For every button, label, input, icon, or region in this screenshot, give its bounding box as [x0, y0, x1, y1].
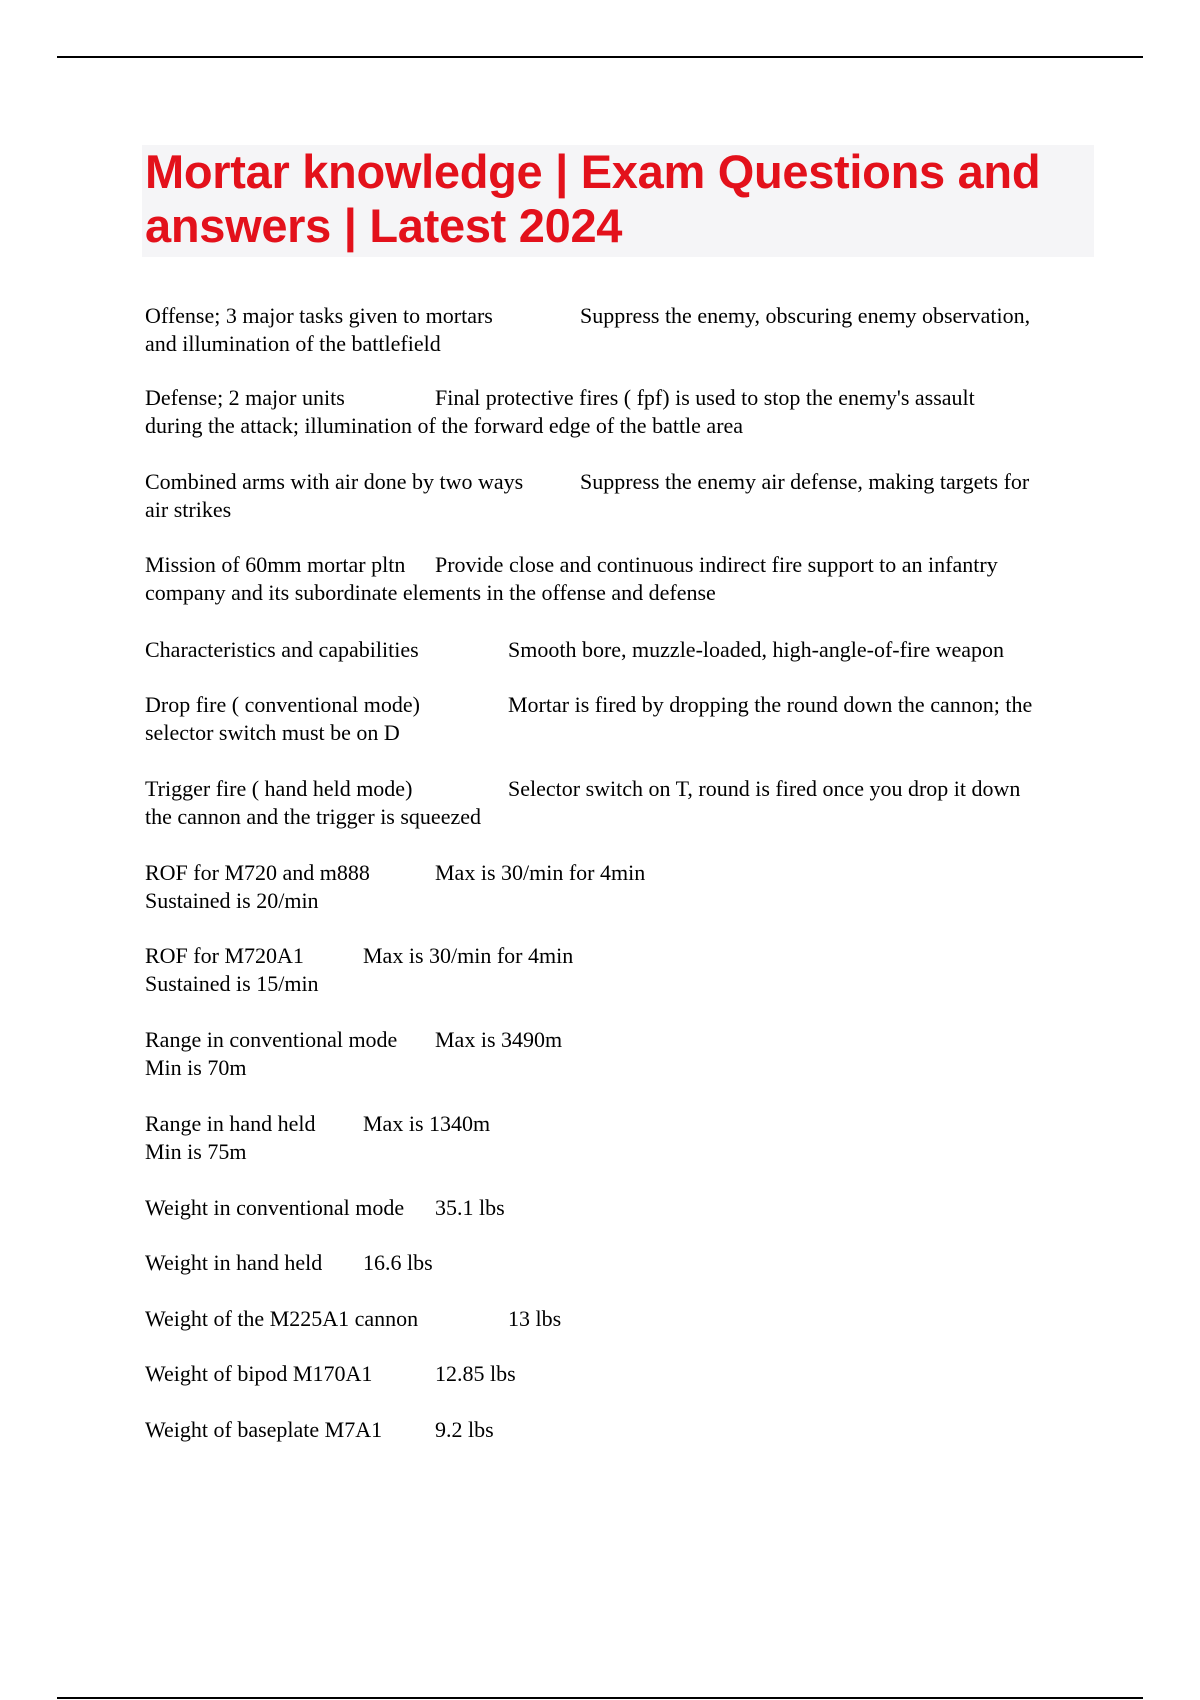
qa-item — [145, 1360, 1085, 1388]
answer-continued: Min is 70m — [145, 1055, 247, 1080]
qa-item — [145, 1416, 1085, 1444]
question: Defense; 2 major units — [145, 385, 345, 410]
qa-item — [145, 942, 1085, 998]
title-line-2: answers | Latest 2024 — [145, 199, 623, 252]
qa-item — [145, 1305, 1085, 1333]
answer: Smooth bore, muzzle-loaded, high-angle-of-fire weapon — [508, 637, 1005, 662]
question: Characteristics and capabilities — [145, 637, 419, 662]
qa-item — [145, 1026, 1085, 1082]
question: Range in hand held — [145, 1111, 316, 1136]
qa-item — [145, 775, 1085, 831]
question: Offense; 3 major tasks given to mortars — [145, 303, 493, 328]
answer: 12.85 lbs — [435, 1361, 516, 1386]
title-line-1: Mortar knowledge | Exam Questions and — [145, 145, 1041, 198]
answer: Max is 30/min for 4min — [435, 860, 646, 885]
answer-continued: and illumination of the battlefield — [145, 331, 441, 356]
question: Weight of bipod M170A1 — [145, 1361, 373, 1386]
answer: Suppress the enemy air defense, making targets for — [580, 469, 1030, 494]
answer-continued: company and its subordinate elements in the offense and defense — [145, 580, 716, 605]
qa-item — [145, 1249, 1085, 1277]
answer: Selector switch on T, round is fired once you drop it down — [508, 776, 1021, 801]
answer: 9.2 lbs — [435, 1417, 494, 1442]
question: Combined arms with air done by two ways — [145, 469, 524, 494]
qa-item — [145, 302, 1085, 358]
answer: Final protective fires ( fpf) is used to stop the enemy's assault — [435, 385, 975, 410]
question: Weight of baseplate M7A1 — [145, 1417, 383, 1442]
answer-continued: air strikes — [145, 497, 232, 522]
question: ROF for M720 and m888 — [145, 860, 370, 885]
qa-item — [145, 691, 1085, 747]
qa-item — [145, 1194, 1085, 1222]
answer: Max is 1340m — [363, 1111, 491, 1136]
qa-item — [145, 636, 1085, 664]
question: Drop fire ( conventional mode) — [145, 692, 420, 717]
qa-item — [145, 384, 1085, 440]
question: Trigger fire ( hand held mode) — [145, 776, 413, 801]
answer-continued: Sustained is 20/min — [145, 888, 319, 913]
answer-continued: selector switch must be on D — [145, 720, 400, 745]
qa-item — [145, 1110, 1085, 1166]
answer-continued: the cannon and the trigger is squeezed — [145, 804, 481, 829]
question: Range in conventional mode — [145, 1027, 398, 1052]
answer: Provide close and continuous indirect fire support to an infantry — [435, 552, 998, 577]
answer: 16.6 lbs — [363, 1250, 433, 1275]
title-banner — [142, 145, 1094, 257]
answer: 35.1 lbs — [435, 1195, 505, 1220]
question: ROF for M720A1 — [145, 943, 304, 968]
answer-continued: Sustained is 15/min — [145, 971, 319, 996]
qa-item — [145, 468, 1085, 524]
answer: Max is 3490m — [435, 1027, 563, 1052]
question: Weight in hand held — [145, 1250, 323, 1275]
answer: Mortar is fired by dropping the round down the cannon; the — [508, 692, 1033, 717]
answer-continued: during the attack; illumination of the forward edge of the battle area — [145, 413, 744, 438]
answer-continued: Min is 75m — [145, 1139, 247, 1164]
answer: Max is 30/min for 4min — [363, 943, 574, 968]
answer: Suppress the enemy, obscuring enemy observation, — [580, 303, 1031, 328]
question: Weight of the M225A1 cannon — [145, 1306, 419, 1331]
top-rule — [57, 56, 1143, 58]
qa-item — [145, 859, 1085, 915]
bottom-rule — [57, 1697, 1143, 1699]
document-title — [142, 145, 1094, 253]
question: Weight in conventional mode — [145, 1195, 405, 1220]
answer: 13 lbs — [508, 1306, 562, 1331]
qa-item — [145, 551, 1085, 607]
question: Mission of 60mm mortar pltn — [145, 552, 406, 577]
